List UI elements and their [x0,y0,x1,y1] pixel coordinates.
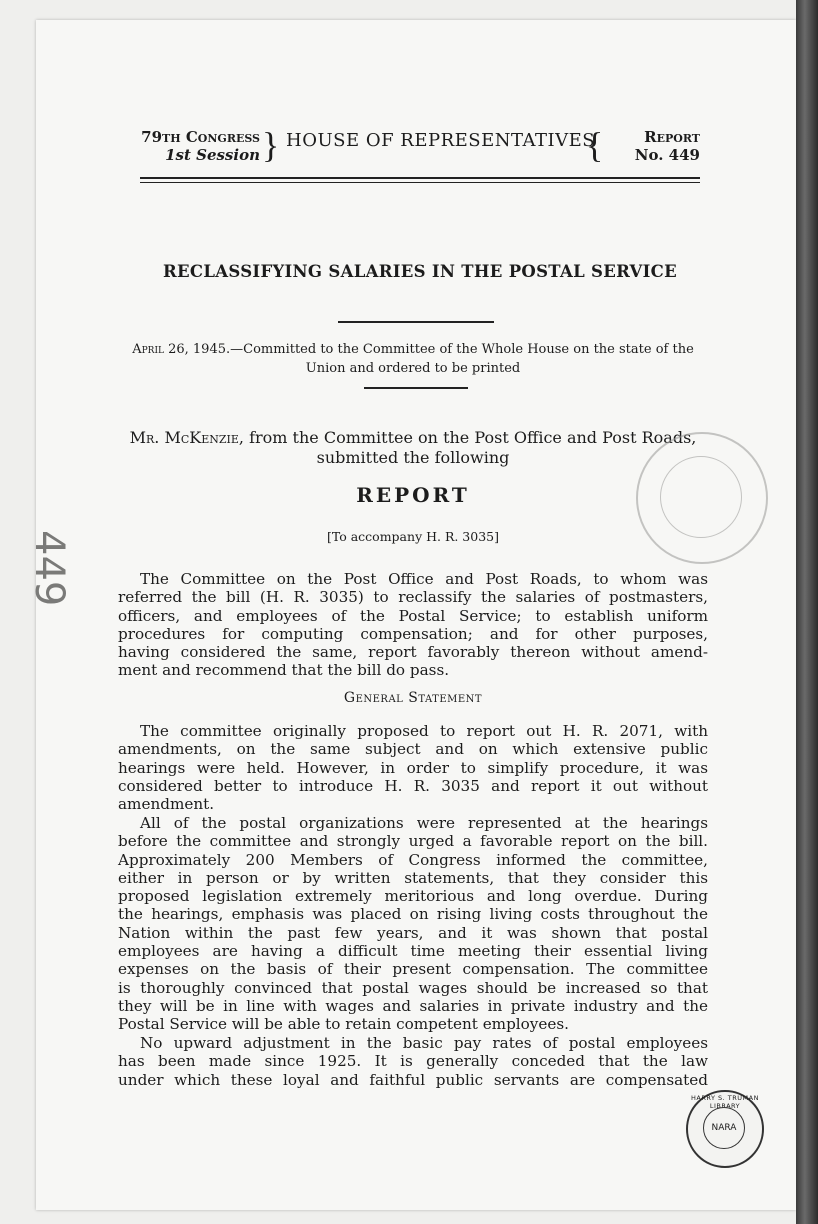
section-heading: General Statement [343,690,483,706]
intro-paragraph [118,570,708,680]
text-line: proposed legislation extremely meritorious and long overdue. During [118,887,708,906]
text-line: before the committee and strongly urged a favorable report on the bill. [118,832,708,851]
text-line: under which these loyal and faithful public servants are compensated [118,1070,708,1089]
text-line: Nation within the past few years, and it was shown that postal [118,923,708,942]
text-line: they will be in line with wages and salaries in private industry and the [118,996,708,1015]
committed-text: —Committed to the Committee of the Whole House on the state of the Union and ordered to be printed [230,342,694,376]
text-line: procedures for computing compensation; and for other purposes, [118,624,708,643]
report-number: No. 449 [634,146,700,164]
report-number-block [635,128,700,164]
document-title: RECLASSIFYING SALARIES IN THE POSTAL SERVICE [163,262,677,281]
text-line: either in person or by written statements, that they consider this [118,868,708,887]
submitted-text: from the Committee on the Post Office and Post Roads, submitted the following [249,428,697,467]
stamp-ring-text: HARRY S. TRUMAN LIBRARY [691,1094,759,1110]
text-line: has been made since 1925. It is generally conceded that the law [118,1052,708,1071]
date-rule [364,387,468,389]
text-line: having considered the same, report favorably thereon without amend- [118,643,708,662]
paragraph-3 [118,1034,708,1089]
text-line: hearings were held. However, in order to simplify procedure, it was [118,758,708,777]
house-label: HOUSE OF REPRESENTATIVES [286,130,596,151]
text-line: Approximately 200 Members of Congress informed the committee, [118,850,708,869]
text-line: Postal Service will be able to retain competent employees. [118,1015,569,1034]
text-line: the hearings, emphasis was placed on rising living costs throughout the [118,905,708,924]
committed-date: April 26, 1945. [132,342,231,357]
text-line: The committee originally proposed to report out H. R. 2071, with [140,722,708,740]
left-brace: } [262,125,280,165]
text-line: ment and recommend that the bill do pass. [118,661,450,680]
report-label: Report [644,128,700,146]
text-line: amendments, on the same subject and on which extensive public [118,740,708,759]
text-line: employees are having a difficult time meeting their essential living [118,942,708,961]
text-line: referred the bill (H. R. 3035) to reclassify the salaries of postmasters, [118,588,708,607]
text-line: expenses on the basis of their present compensation. The committee [118,960,708,979]
stamp-inner-ring [660,456,742,538]
faded-library-stamp [636,432,768,564]
congress-session [140,128,260,164]
submitted-statement [118,428,708,468]
text-line: amendment. [118,795,215,814]
scan-edge [796,0,818,1224]
paragraph-2 [118,814,708,1034]
stamp-center: NARA [703,1107,745,1149]
submitter-name: Mr. McKenzie, [129,428,244,447]
report-heading: REPORT [356,483,470,507]
session-label: 1st Session [165,146,260,164]
handwritten-number: 449 [26,530,72,607]
text-line: is thoroughly convinced that postal wages should be increased so that [118,978,708,997]
header-rule [140,177,700,183]
congress-label: 79th Congress [141,128,260,146]
text-line: officers, and employees of the Postal Service; to establish uniform [118,606,708,625]
text-line: The Committee on the Post Office and Post Roads, to whom was [140,570,708,588]
title-rule [338,321,494,323]
paragraph-1 [118,722,708,813]
right-brace: { [586,125,604,165]
report-header [140,125,700,176]
text-line: All of the postal organizations were represented at the hearings [140,814,708,832]
text-line: No upward adjustment in the basic pay rates of postal employees [140,1034,708,1052]
accompany-note: [To accompany H. R. 3035] [326,529,499,544]
library-stamp [686,1090,764,1168]
committed-statement [118,340,708,378]
text-line: considered better to introduce H. R. 3035 and report it out without [118,776,708,795]
